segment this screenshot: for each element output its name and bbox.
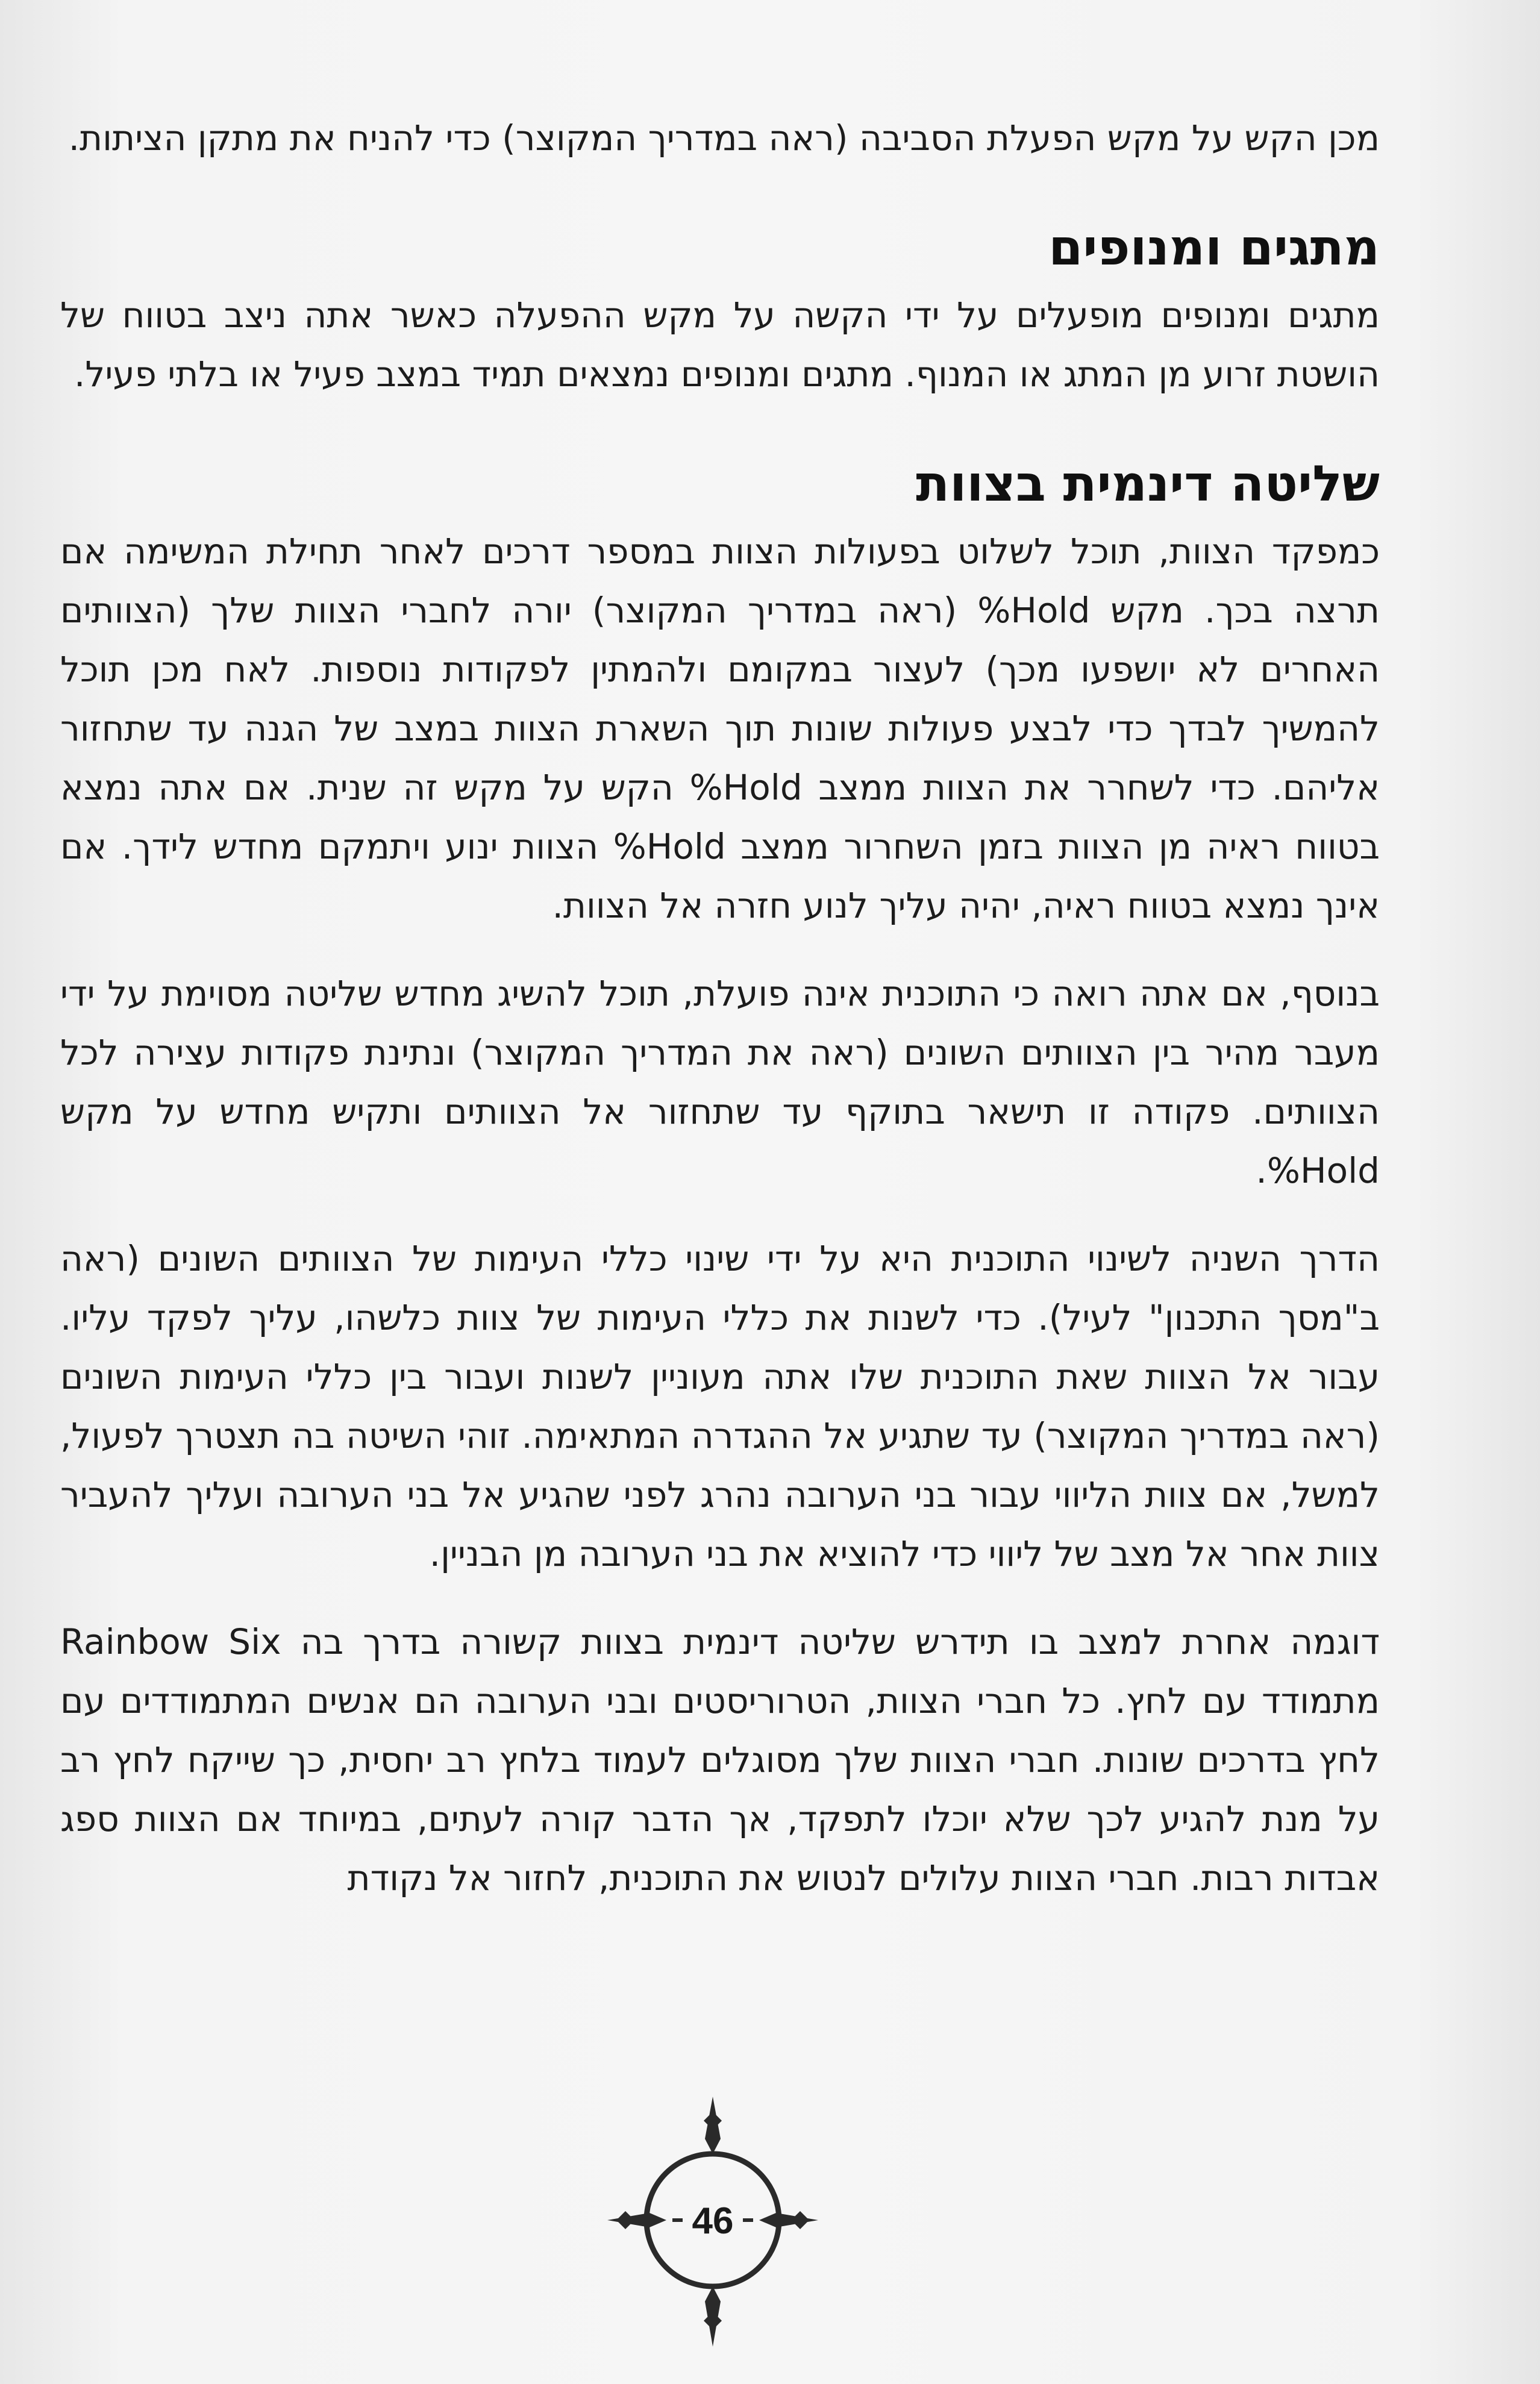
- paragraph-team-control-2: בנוסף, אם אתה רואה כי התוכנית אינה פועלת, תוכל להשיג מחדש שליטה מסוימת על ידי מעבר מהיר בין הצוותים השונים (ראה את המדריך המקוצר) ונתינת פקודות עצירה לכל הצוותים. פקודה זו תישאר בתוקף עד שתחזור אל הצוותים ותקיש מחדש על מקש Hold%.: [60, 973, 1380, 1191]
- page-content: [60, 108, 1380, 1907]
- page-number: 46: [692, 2200, 734, 2242]
- intro-paragraph: מכן הקש על מקש הפעלת הסביבה (ראה במדריך המקוצר) כדי להניח את מתקן הציתות.: [68, 117, 1380, 158]
- section-heading-switches: מתגים ומנופים: [1048, 219, 1380, 277]
- paragraph-switches: מתגים ומנופים מופעלים על ידי הקשה על מקש ההפעלה כאשר אתה ניצב בטווח של הושטת זרוע מן המתג או המנוף. מתגים ומנופים נמצאים תמיד במצב פעיל או בלתי פעיל.: [60, 295, 1380, 395]
- section-heading-team-control: שליטה דינמית בצוות: [916, 455, 1380, 513]
- paragraph-team-control-4: דוגמה אחרת למצב בו תידרש שליטה דינמית בצוות קשורה בדרך בה Rainbow Six מתמודד עם לחץ. כל חברי הצוות, הטרוריסטים ובני הערובה הם אנשים המתמודדים עם לחץ בדרכים שונות. חברי הצוות שלך מסוגלים לעמוד בלחץ רב יחסית, כך שייקח לחץ רב על מנת להגיע לכך שלא יוכלו לתפקד, אך הדבר קורה לעתים, במיוחד אם הצוות ספג אבדות רבות. חברי הצוות עלולים לנטוש את התוכנית, לחזור אל נקודת: [60, 1621, 1380, 1898]
- paragraph-team-control-1: כמפקד הצוות, תוכל לשלוט בפעולות הצוות במספר דרכים לאחר תחילת המשימה אם תרצה בכך. מקש Hold% (ראה במדריך המקוצר) יורה לחברי הצוות שלך (הצוותים האחרים לא יושפעו מכך) לעצור במקומם ולהמתין לפקודות נוספות. לאח מכן תוכל להמשיך לבדך כדי לבצע פעולות שונות תוך השארת הצוות במצב של הגנה עד שתחזור אליהם. כדי לשחרר את הצוות ממצב Hold% הקש על מקש זה שנית. אם אתה נמצא בטווח ראיה מן הצוות בזמן השחרור ממצב Hold% הצוות ינוע ויתמקם מחדש לידך. אם אינך נמצא בטווח ראיה, יהיה עליך לנוע חזרה אל הצוות.: [60, 531, 1380, 926]
- page-number-marker: [607, 2097, 818, 2350]
- paragraph-team-control-3: הדרך השניה לשינוי התוכנית היא על ידי שינוי כללי העימות של הצוותים השונים (ראה ב"מסך התכנון" לעיל). כדי לשנות את כללי העימות של צוות כלשהו, עליך לפקד עליו. עבור אל הצוות שאת התוכנית שלו אתה מעוניין לשנות ועבור בין כללי העימות השונים (ראה במדריך המקוצר) עד שתגיע אל ההגדרה המתאימה. זוהי השיטה בה תצטרך לפעול, למשל, אם צוות הליווי עבור בני הערובה נהרג לפני שהגיע אל בני הערובה ועליך להעביר צוות אחר אל מצב של ליווי כדי להוציא את בני הערובה מן הבניין.: [60, 1238, 1380, 1574]
